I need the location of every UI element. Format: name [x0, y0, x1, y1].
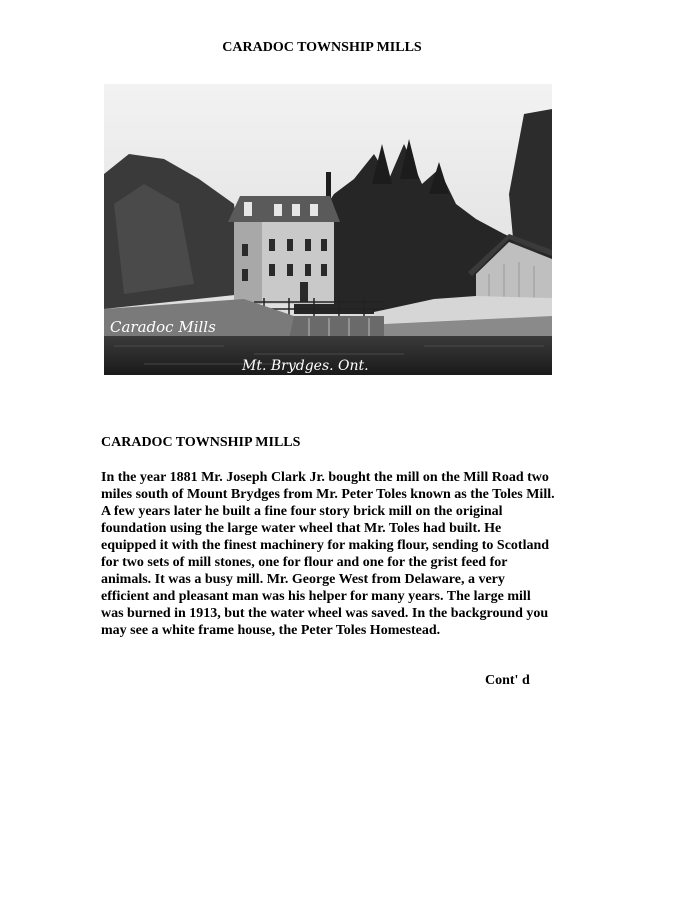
- photo-caption-right: Mt. Brydges. Ont.: [242, 358, 369, 374]
- body-paragraph: In the year 1881 Mr. Joseph Clark Jr. bought the mill on the Mill Road two miles south of Mount Brydges from Mr. Peter Toles known as the Toles Mill. A few years later he built a fine four story brick mill on the original foundation using the large water wheel that Mr. Toles had built. He equipped it with the finest machinery for making flour, sending to Scotland for two sets of mill stones, one for flour and one for the grist feed for animals. It was a busy mill. Mr. George West from Delaware, a very efficient and pleasant man was his helper for many years. The large mill was burned in 1913, but the water wheel was saved. In the background you may see a white frame house, the Peter Toles Homestead.: [101, 470, 555, 638]
- continued-marker: Cont' d: [485, 673, 530, 688]
- photo-caption-left: Caradoc Mills: [110, 318, 216, 336]
- mill-photograph: [104, 84, 552, 375]
- mill-photo-illustration: [104, 84, 552, 375]
- page-title: CARADOC TOWNSHIP MILLS: [222, 40, 422, 55]
- section-title: CARADOC TOWNSHIP MILLS: [101, 435, 301, 450]
